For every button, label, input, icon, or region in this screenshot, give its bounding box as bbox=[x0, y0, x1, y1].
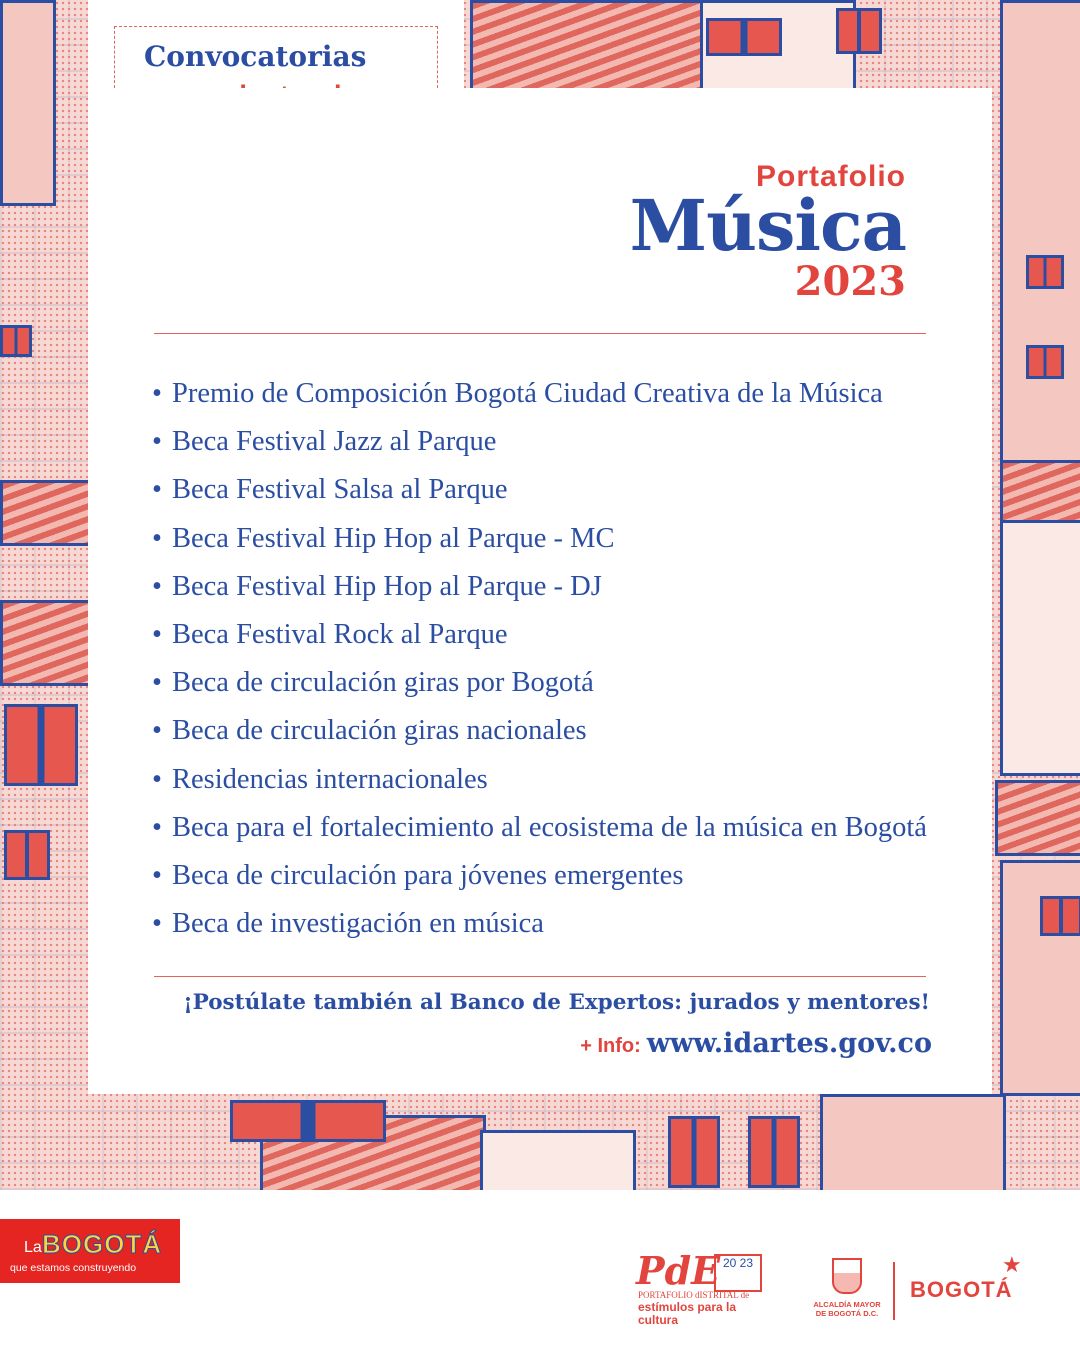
building-illustration bbox=[0, 0, 56, 206]
list-item: • Beca de circulación giras por Bogotá bbox=[152, 667, 594, 699]
list-item: • Beca Festival Jazz al Parque bbox=[152, 426, 497, 458]
list-item: • Beca de investigación en música bbox=[152, 908, 544, 940]
building-illustration bbox=[480, 1130, 636, 1196]
logo-la: La bbox=[24, 1239, 42, 1256]
list-item: • Residencias internacionales bbox=[152, 763, 488, 795]
pde-mark: PdE bbox=[636, 1248, 721, 1293]
call-list bbox=[152, 370, 927, 948]
divider-bottom bbox=[154, 976, 926, 977]
list-item: • Beca para el fortalecimiento al ecosistema de la música en Bogotá bbox=[152, 811, 927, 843]
list-item: • Beca Festival Hip Hop al Parque - MC bbox=[152, 522, 615, 554]
window-illustration bbox=[4, 704, 78, 786]
list-item: • Beca Festival Hip Hop al Parque - DJ bbox=[152, 570, 602, 602]
window-illustration bbox=[1026, 255, 1064, 289]
logo-tagline: que estamos construyendo bbox=[10, 1262, 137, 1274]
window-illustration bbox=[1040, 896, 1080, 936]
window-illustration bbox=[4, 830, 50, 880]
logo-bogota: BOGOTÁ bbox=[42, 1229, 163, 1259]
list-item: • Beca Festival Rock al Parque bbox=[152, 618, 508, 650]
star-icon: ★ bbox=[1002, 1252, 1022, 1277]
building-illustration bbox=[1000, 520, 1080, 776]
pde-line-1: PORTAFOLIO dISTRITAL de bbox=[638, 1290, 750, 1300]
website-link[interactable]: www.idartes.gov.co bbox=[646, 1028, 932, 1059]
bogota-logo: BOGOTÁ bbox=[910, 1277, 1013, 1302]
info-line bbox=[580, 1028, 932, 1059]
alcaldia-label: ALCALDÍA MAYOR DE BOGOTÁ D.C. bbox=[813, 1300, 881, 1318]
pde-logo bbox=[636, 1248, 776, 1328]
pde-line-3: cultura bbox=[638, 1313, 679, 1327]
list-item: • Beca de circulación para jóvenes emergentes bbox=[152, 859, 684, 891]
list-item: • Premio de Composición Bogotá Ciudad Creativa de la Música bbox=[152, 378, 883, 409]
list-item: • Beca Festival Salsa al Parque bbox=[152, 474, 508, 506]
roof-illustration bbox=[470, 0, 706, 96]
pde-year: 20 23 bbox=[714, 1254, 762, 1292]
roof-illustration bbox=[1000, 460, 1080, 526]
campaign-line-1: Convocatorias bbox=[144, 40, 367, 73]
building-illustration bbox=[1000, 0, 1080, 466]
window-illustration bbox=[836, 8, 882, 54]
page-title: Música bbox=[629, 184, 906, 267]
year-label: 2023 bbox=[794, 258, 906, 305]
pde-line-2: estímulos para la bbox=[638, 1300, 737, 1314]
building-illustration bbox=[820, 1094, 1006, 1196]
shield-icon bbox=[832, 1258, 862, 1294]
experts-cta: ¡Postúlate también al Banco de Expertos: jurados y mentores! bbox=[183, 990, 930, 1015]
window-illustration bbox=[748, 1116, 800, 1188]
window-illustration bbox=[1026, 345, 1064, 379]
window-illustration bbox=[230, 1100, 386, 1142]
info-label: + Info: bbox=[580, 1035, 641, 1057]
roof-illustration bbox=[995, 780, 1080, 856]
la-bogota-logo bbox=[0, 1219, 180, 1283]
window-illustration bbox=[706, 18, 782, 56]
window-illustration bbox=[668, 1116, 720, 1188]
list-item: • Beca de circulación giras nacionales bbox=[152, 715, 587, 747]
logo-divider bbox=[893, 1262, 895, 1320]
alcaldia-logo bbox=[812, 1258, 882, 1328]
roof-illustration bbox=[0, 600, 94, 686]
portfolio-kicker: Portafolio bbox=[756, 160, 906, 193]
roof-illustration bbox=[0, 480, 94, 546]
window-illustration bbox=[0, 325, 32, 357]
divider-top bbox=[154, 333, 926, 334]
